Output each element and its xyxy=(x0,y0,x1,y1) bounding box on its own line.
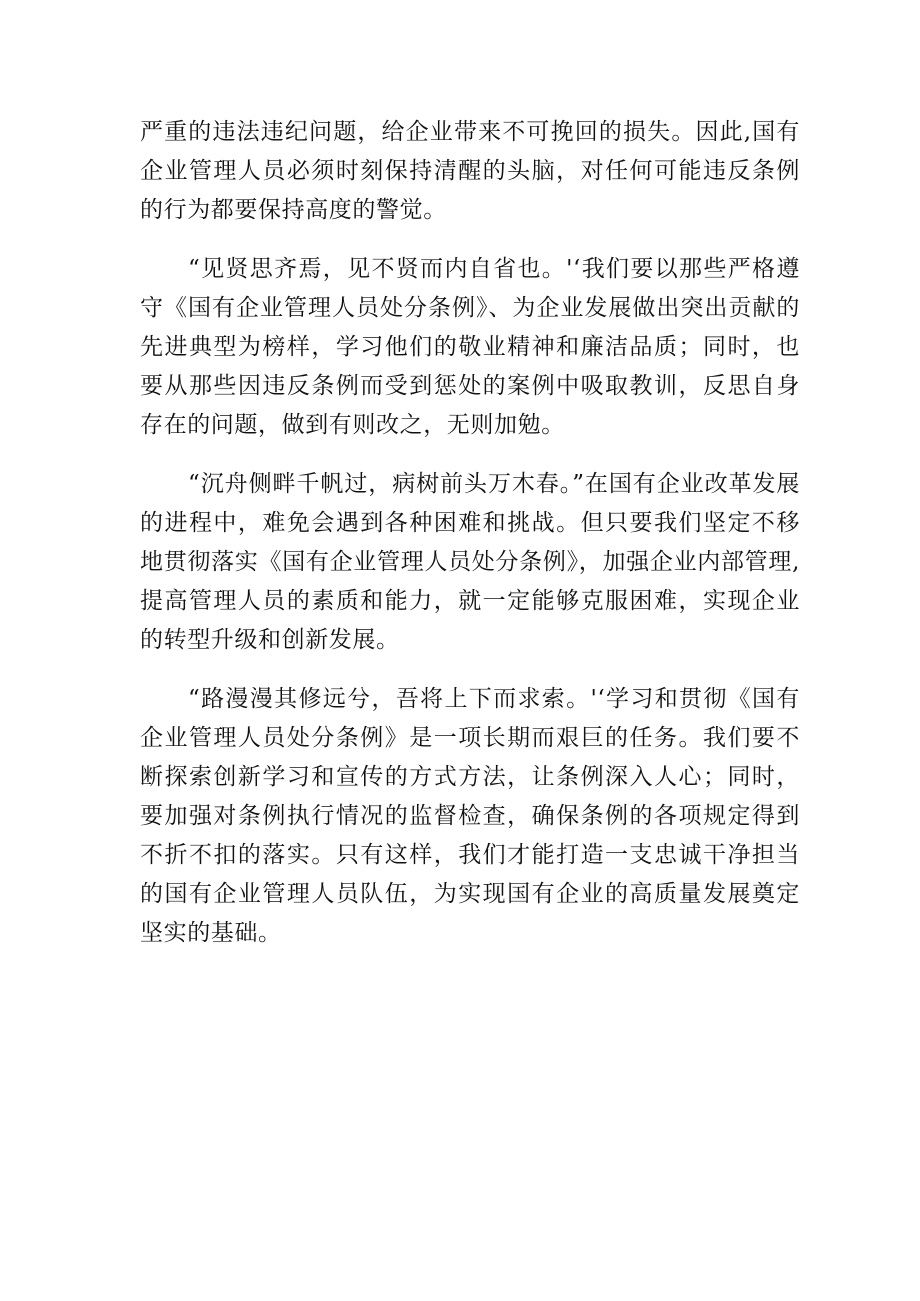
paragraph-3: “沉舟侧畔千帆过，病树前头万木春。”在国有企业改革发展的进程中，难免会遇到各种困难和挑战。但只要我们坚定不移地贯彻落实《国有企业管理人员处分条例》，加强企业内部管理,提高管理人员的素质和能力，就一定能够克服困难，实现企业的转型升级和创新发展。 xyxy=(140,471,800,653)
paragraph-1: 严重的违法违纪问题，给企业带来不可挽回的损失。因此,国有企业管理人员必须时刻保持清醒的头脑，对任何可能违反条例的行为都要保持高度的警觉。 xyxy=(140,119,800,223)
document-body xyxy=(140,113,800,973)
paragraph-2: “见贤思齐焉，见不贤而内自省也。'‘我们要以那些严格遵守《国有企业管理人员处分条例》、为企业发展做出突出贡献的先进典型为榜样，学习他们的敬业精神和廉洁品质；同时，也要从那些因违反条例而受到惩处的案例中吸取教训，反思自身存在的问题，做到有则改之，无则加勉。 xyxy=(140,256,800,438)
paragraph-4: “路漫漫其修远兮，吾将上下而求索。'‘学习和贯彻《国有企业管理人员处分条例》是一项长期而艰巨的任务。我们要不断探索创新学习和宣传的方式方法，让条例深入人心；同时，要加强对条例执行情况的监督检查，确保条例的各项规定得到不折不扣的落实。只有这样，我们才能打造一支忠诚干净担当的国有企业管理人员队伍，为实现国有企业的高质量发展奠定坚实的基础。 xyxy=(140,686,800,946)
